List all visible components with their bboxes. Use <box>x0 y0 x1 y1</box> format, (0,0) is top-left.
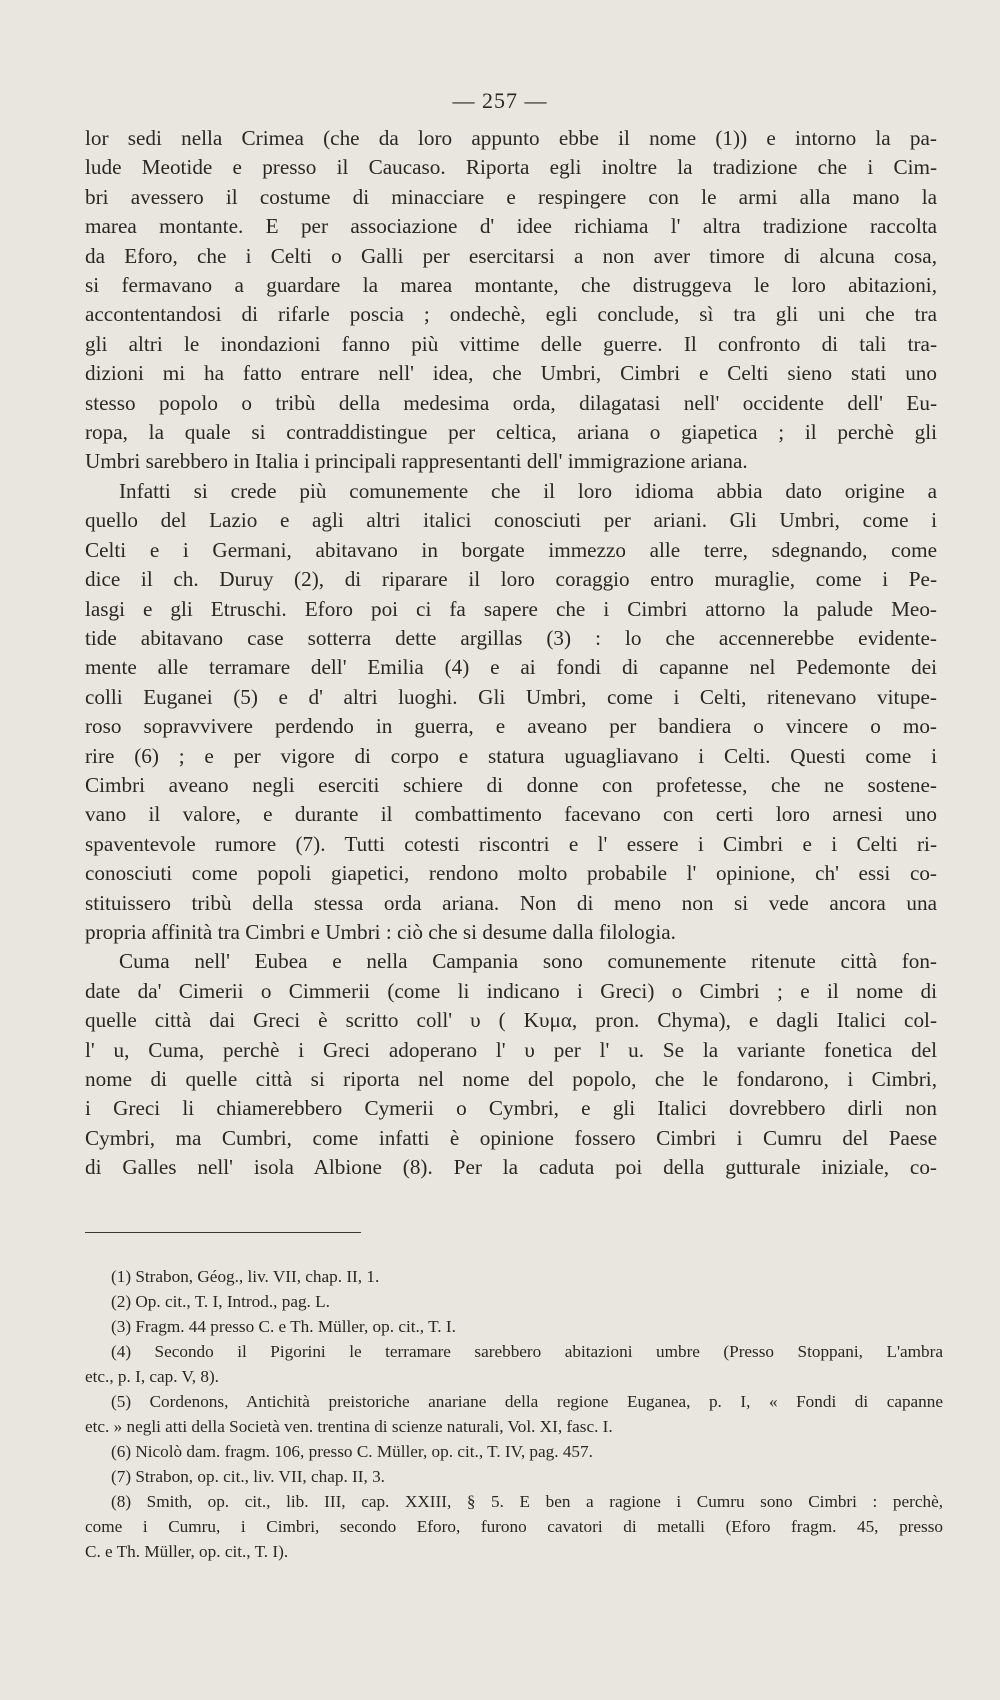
text-line: date da' Cimerii o Cimmerii (come li indicano i Greci) o Cimbri ; e il nome di <box>85 978 937 1003</box>
footnote: (8) Smith, op. cit., lib. III, cap. XXIII, § 5. E ben a ragione i Cumru sono Cimbri : perchè, <box>111 1492 943 1511</box>
footnote: (6) Nicolò dam. fragm. 106, presso C. Müller, op. cit., T. IV, pag. 457. <box>111 1442 593 1461</box>
text-line: vano il valore, e durante il combattimento facevano con certi loro arnesi uno <box>85 802 937 827</box>
text-line: quello del Lazio e agli altri italici conosciuti per ariani. Gli Umbri, come i <box>85 508 937 533</box>
text-line: Cymbri, ma Cumbri, come infatti è opinione fossero Cimbri i Cumru del Paese <box>85 1125 937 1150</box>
text-line: di Galles nell' isola Albione (8). Per la caduta poi della gutturale iniziale, co- <box>85 1155 937 1180</box>
page-number: — 257 — <box>452 88 548 113</box>
text-line: colli Euganei (5) e d' altri luoghi. Gli Umbri, come i Celti, ritenevano vitupe- <box>85 684 937 709</box>
text-line: lor sedi nella Crimea (che da loro appunto ebbe il nome (1)) e intorno la pa- <box>85 126 937 150</box>
text-line: tide abitavano case sotterra dette argillas (3) : lo che accennerebbe evidente- <box>85 625 937 650</box>
footnote-separator <box>85 1232 361 1233</box>
text-line: spaventevole rumore (7). Tutti cotesti riscontri e l' essere i Cimbri e i Celti ri- <box>85 831 937 856</box>
text-line: gli altri le inondazioni fanno più vittime delle guerre. Il confronto di tali tra- <box>85 331 937 356</box>
text-line: propria affinità tra Cimbri e Umbri : ciò che si desume dalla filologia. <box>85 919 676 944</box>
footnote: (3) Fragm. 44 presso C. e Th. Müller, op. cit., T. I. <box>111 1317 456 1336</box>
text-line: quelle città dai Greci è scritto coll' υ ( Κυμα, pron. Chyma), e dagli Italici col- <box>85 1008 937 1033</box>
text-line: Celti e i Germani, abitavano in borgate immezzo alle terre, sdegnando, come <box>85 537 937 562</box>
footnote: come i Cumru, i Cimbri, secondo Eforo, furono cavatori di metalli (Eforo fragm. 45, presso <box>85 1517 943 1536</box>
text-line: Cimbri aveano negli eserciti schiere di donne con profetesse, che ne sostene- <box>85 772 937 797</box>
text-line: rire (6) ; e per vigore di corpo e statura uguagliavano i Celti. Questi come i <box>85 743 937 768</box>
footnote: (5) Cordenons, Antichità preistoriche anariane della regione Euganea, p. I, « Fondi di capanne <box>111 1392 943 1411</box>
footnote: (1) Strabon, Géog., liv. VII, chap. II, 1. <box>111 1267 380 1286</box>
text-line: ropa, la quale si contraddistingue per celtica, ariana o giapetica ; il perchè gli <box>85 420 937 445</box>
text-line: bri avessero il costume di minacciare e respingere con le armi alla mano la <box>85 184 937 209</box>
text-line: stituissero tribù della stessa orda ariana. Non di meno non si vede ancora una <box>85 890 937 915</box>
footnote: etc. » negli atti della Società ven. trentina di scienze naturali, Vol. XI, fasc. I. <box>85 1417 613 1436</box>
text-line: i Greci li chiamerebbero Cymerii o Cymbri, e gli Italici dovrebbero dirli non <box>85 1096 937 1121</box>
text-line: roso sopravvivere perdendo in guerra, e aveano per bandiera o vincere o mo- <box>85 714 937 739</box>
text-line: l' u, Cuma, perchè i Greci adoperano l' υ per l' u. Se la variante fonetica del <box>85 1037 937 1062</box>
footnote: (2) Op. cit., T. I, Introd., pag. L. <box>111 1292 330 1311</box>
text-line: nome di quelle città si riporta nel nome del popolo, che le fondarono, i Cimbri, <box>85 1067 937 1091</box>
text-line: da Eforo, che i Celti o Galli per esercitarsi a non aver timore di alcuna cosa, <box>85 243 937 268</box>
text-line: lude Meotide e presso il Caucaso. Riporta egli inoltre la tradizione che i Cim- <box>85 155 937 180</box>
footnote: C. e Th. Müller, op. cit., T. I). <box>85 1542 289 1561</box>
text-line: dice il ch. Duruy (2), di riparare il loro coraggio entro muraglie, come i Pe- <box>85 567 937 592</box>
text-line: conosciuti come popoli giapetici, rendono molto probabile l' opinione, ch' essi co- <box>85 861 937 886</box>
text-line: Cuma nell' Eubea e nella Campania sono comunemente ritenute città fon- <box>119 949 937 974</box>
footnote: (4) Secondo il Pigorini le terramare sarebbero abitazioni umbre (Presso Stoppani, L'ambra <box>111 1342 943 1361</box>
footnote: etc., p. I, cap. V, 8). <box>85 1367 219 1386</box>
text-line: accontentandosi di rifarle poscia ; ondechè, egli conclude, sì tra gli uni che tra <box>85 302 937 327</box>
text-line: mente alle terramare dell' Emilia (4) e ai fondi di capanne nel Pedemonte dei <box>85 655 937 680</box>
footnotes <box>85 1264 943 1564</box>
text-line: lasgi e gli Etruschi. Eforo poi ci fa sapere che i Cimbri attorno la palude Meo- <box>85 596 937 621</box>
text-line: Infatti si crede più comunemente che il loro idioma abbia dato origine a <box>119 478 937 503</box>
text-line: marea montante. E per associazione d' idee richiama l' altra tradizione raccolta <box>85 214 937 239</box>
footnote: (7) Strabon, op. cit., liv. VII, chap. II, 3. <box>111 1467 385 1486</box>
body-text <box>85 124 937 1183</box>
text-line: Umbri sarebbero in Italia i principali rappresentanti dell' immigrazione ariana. <box>85 449 748 474</box>
text-line: dizioni mi ha fatto entrare nell' idea, che Umbri, Cimbri e Celti sieno stati uno <box>85 361 937 386</box>
text-line: stesso popolo o tribù della medesima orda, dilagatasi nell' occidente dell' Eu- <box>85 390 937 415</box>
text-line: si fermavano a guardare la marea montante, che distruggeva le loro abitazioni, <box>85 273 937 298</box>
